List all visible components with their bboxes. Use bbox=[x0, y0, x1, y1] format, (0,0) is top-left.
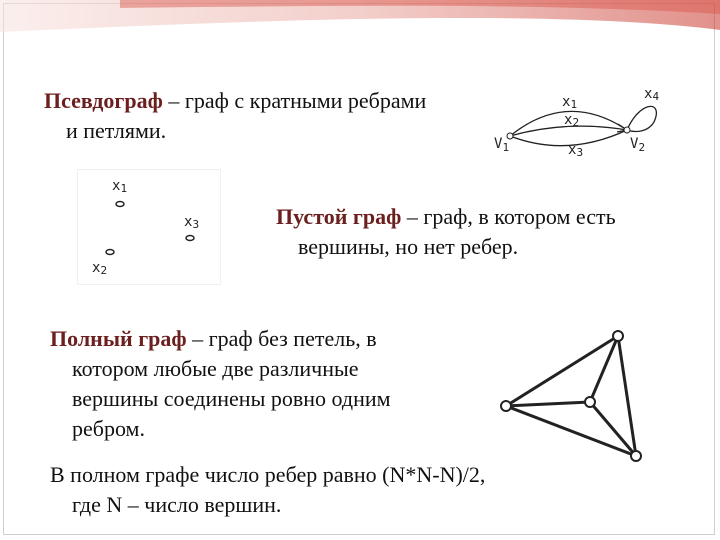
edge-count-text-1: В полном графе число ребер равно (N*N-N)/2, bbox=[50, 462, 486, 487]
x3-label: x3 bbox=[568, 142, 584, 159]
pseudograph-figure bbox=[492, 86, 682, 168]
empty-graph-term: Пустой граф bbox=[276, 204, 402, 229]
x4-label: x4 bbox=[644, 86, 660, 103]
empty-graph-text-1: – граф, в котором есть bbox=[401, 204, 616, 229]
edge-count-text-2: где N – число вершин. bbox=[72, 492, 282, 517]
pseudograph-definition bbox=[44, 86, 426, 146]
empty-graph-text-2: вершины, но нет ребер. bbox=[298, 234, 519, 259]
empty-graph-definition bbox=[276, 202, 616, 262]
complete-graph-text-1: – граф без петель, в bbox=[186, 326, 377, 351]
complete-graph-text-2: котором любые две различные bbox=[72, 356, 359, 381]
edge-count-statement bbox=[50, 460, 485, 520]
v1-label: $V_1$ bbox=[494, 136, 510, 154]
empty-x1-label: x1 bbox=[112, 178, 128, 195]
v2-label: $V_2$ bbox=[630, 136, 646, 154]
x1-label: x1 bbox=[562, 94, 578, 111]
pseudograph-text-1: – граф с кратными ребрами bbox=[162, 88, 427, 113]
complete-graph-figure bbox=[486, 318, 686, 470]
empty-x3-label: x3 bbox=[184, 214, 200, 231]
complete-graph-definition bbox=[50, 324, 391, 444]
empty-graph-figure bbox=[78, 170, 220, 284]
top-decoration bbox=[0, 0, 720, 60]
x2-label: x2 bbox=[564, 112, 580, 129]
complete-graph-text-4: ребром. bbox=[72, 416, 145, 441]
pseudograph-term: Псевдограф bbox=[44, 88, 163, 113]
complete-graph-term: Полный граф bbox=[50, 326, 187, 351]
empty-x2-label: x2 bbox=[92, 260, 108, 277]
pseudograph-text-2: и петлями. bbox=[66, 118, 167, 143]
complete-graph-text-3: вершины соединены ровно одним bbox=[72, 386, 391, 411]
